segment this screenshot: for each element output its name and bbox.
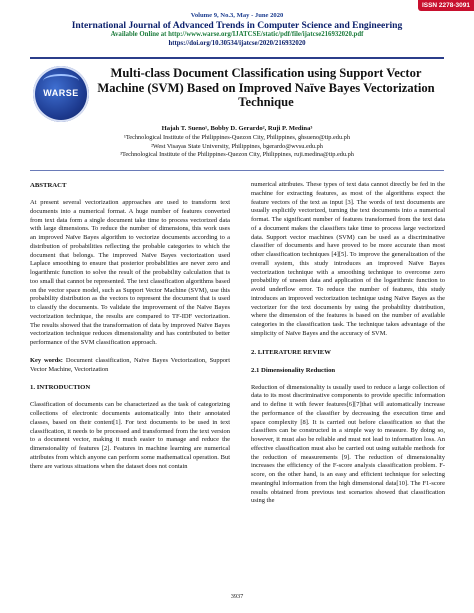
- journal-title: International Journal of Advanced Trends in Computer Science and Engineering: [71, 20, 403, 31]
- doi-link[interactable]: https://doi.org/10.30534/ijatcse/2020/216932020: [168, 39, 306, 47]
- warse-logo-icon: [33, 66, 89, 122]
- affiliation-3: ³Technological Institute of the Philippines-Quezon City, Philippines, ruji.medina@tip.edu.ph: [120, 151, 354, 159]
- dimensionality-reduction-heading: 2.1 Dimensionality Reduction: [251, 366, 336, 374]
- abstract-heading: ABSTRACT: [30, 182, 67, 189]
- page-number: 3937: [230, 593, 244, 600]
- paper-title: Multi-class Document Classification using Support Vector Machine (SVM) Based on Improved Naïve Bayes Vectorization Technique: [97, 66, 435, 109]
- keywords-text: Document classification, Naïve Bayes Vectorization, Support Vector Machine, Vectorization: [30, 356, 230, 373]
- logo-swoosh: [43, 74, 79, 88]
- literature-review-heading: 2. LITERATURE REVIEW: [251, 348, 331, 356]
- keywords: [30, 357, 230, 375]
- volume-line: Volume 9, No.3, May - June 2020: [190, 12, 284, 19]
- affiliation-2: ²West Visayas State University, Philippines, bgerardo@wvsu.edu.ph: [151, 142, 323, 150]
- right-para-2: Reduction of dimensionality is usually used to reduce a large collection of data to its most discriminative components to provide specific information and to define it with fewer features[6][7]that will automatically increase the performance of the classifier by decreasing the execution time and space complexity [8]. It is carried out before classification so that the classifiers can be constructed in a simple way to measure. By doing so, however, it must also be reliable and must not lead to information loss. An effective classification must also be carried out using suitable methods for the reduction of measurements [9]. The reduction of dimensionality increases the efficiency of the F-score analysis classification problem. F-score, on the other hand, is an easy and efficient technique for selecting meaningful information from the high dimensional data[10]. The F1-score results obtained from previous test scenarios showed that classification using the: [251, 383, 445, 505]
- authors: Hajah T. Sueno¹, Bobby D. Gerardo², Ruji P. Medina³: [161, 125, 313, 132]
- journal-header: [0, 12, 474, 48]
- title-divider: [30, 170, 444, 171]
- left-column: [30, 181, 230, 471]
- abstract-text: At present several vectorization approaches are used to transform text documents into a numerical format. A huge number of features converted from text data form a single document take time to process vectorized data with large dimensions. To reduce the number of dimensions, this work uses an improved Naïve Bayes algorithm to vectorize documents according to a distribution of probabilities reflecting the probable categories to which the document that belongs. The improved Naïve Bayes vectorization used Laplace smoothing to ensure that posterior probabilities are never zero and logarithmic function to solve the result of the probability calculation that is too small that cannot be represented. The text classification algorithms based on the vector space model, such as Support Vector Machine (SVM), use this probability distribution as the vectors to represent the document that is used to classify the documents. To validate the improvement of the Naïve Bayes vectorization technique, the results are compared to TF-IDF vectorization. The results showed that the transformation of data by improved Naïve Bayes vectorization technique reduces dimensionality and has contributed to better performance of the SVM classification approach.: [30, 199, 230, 346]
- affiliations: [60, 134, 414, 160]
- logo-text: WARSE: [43, 88, 79, 98]
- available-online-link[interactable]: Available Online at http://www.warse.org/IJATCSE/static/pdf/file/ijatcse216932020.pdf: [110, 31, 364, 38]
- introduction-text: Classification of documents can be characterized as the task of categorizing collections of electronic documents automatically into their annotated classes, based on their content[1]. For text documents to be used in text classification, it needs to be processed and transformed from the text version to a document vector, making it much easier to manage and reduce the dimensionality of features [2]. Features in machine learning are numerical attributes from which anyone can perform some mathematical operation. But there are various situations when the dataset does not contain: [30, 401, 230, 470]
- introduction-heading: 1. INTRODUCTION: [30, 384, 91, 392]
- right-column: [251, 181, 445, 506]
- affiliation-1: ¹Technological Institute of the Philippines-Quezon City, Philippines, ghsueno@tip.edu.ph: [124, 134, 350, 141]
- header-divider: [30, 57, 444, 59]
- issn-badge: ISSN 2278-3091: [418, 0, 474, 11]
- right-para-1: numerical attributes. These types of text data cannot directly be fed in the machine for extracting features, as most of the algorithms expect the feature vectors of the text as input [3]. The words of text documents are usually explicitly vectorized, turning the text documents into a numerical format. The significant number of features transformed from the text data of a document makes the classifiers take time to process large vectorized data. Support vector machines (SVM) can be used as a discriminative classifier of documents and have proved to be more accurate than most other classification techniques [4][5]. To improve the generalization of the overall system, this study introduces an improved Naïve Bayes vectorization technique with a smoothing technique to overcome zero probability of unseen data and application of the logarithmic function to avoid underflow error. To reduce the number of features, this study introduces an improved vectorization technique using Naïve Bayes as the vectorizer for the text documents by using the probability distribution, where the dimension of the features is based on the number of available categories in the classification task. The technique takes advantage of the simplicity of Naïve Bayes and the accuracy of SVM.: [251, 181, 445, 337]
- keywords-label: Key words:: [30, 356, 63, 364]
